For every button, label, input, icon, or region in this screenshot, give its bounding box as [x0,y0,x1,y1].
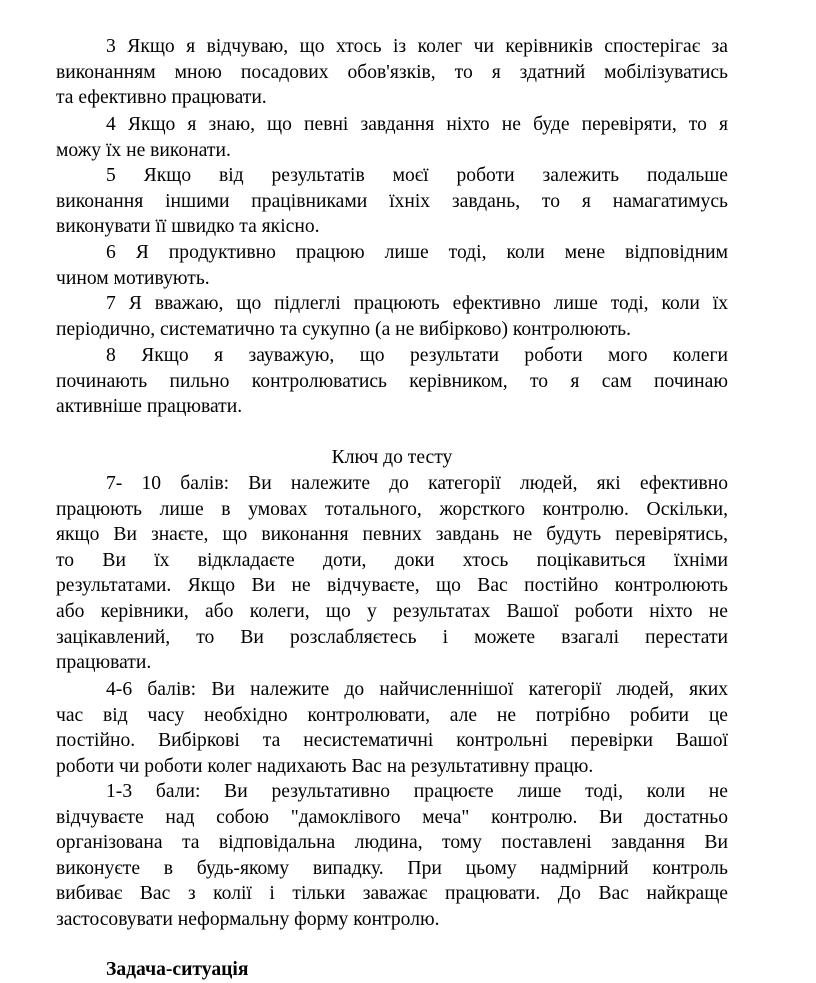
text-line: 7 Я вважаю, що підлеглі працюють ефективно лише тоді, коли їх [106,293,728,314]
text-line: активніше працювати. [56,396,243,418]
text-line: застосовувати неформальну форму контролю. [56,908,440,930]
text-line: 3 Якщо я відчуваю, що хтось із колег чи керівників спостерігає за [106,36,728,57]
statement-3 [56,34,728,111]
key-paragraph-1-3 [56,779,728,933]
text-line: 5 Якщо від результатів моєї роботи залежить подальше [106,165,728,186]
text-line: якщо Ви знаєте, що виконання певних завдань не будуть перевірятись, [56,524,728,546]
statement-4 [56,112,728,163]
text-line: чином мотивують. [56,267,210,289]
key-paragraph-4-6 [56,677,728,779]
text-line: можу їх не виконати. [56,139,231,161]
text-line: та ефективно працювати. [56,87,267,109]
text-line: або керівники, або колеги, що у результатах Вашої роботи ніхто не [56,600,728,622]
statement-6 [56,240,728,291]
key-title: Ключ до тесту [331,447,453,468]
text-line: постійно. Вибіркові та несистематичні контрольні перевірки Вашої [56,730,728,752]
text-line: 8 Якщо я зауважую, що результати роботи мого колеги [106,345,728,366]
statement-8 [56,343,728,420]
text-line: результатами. Якщо Ви не відчуваєте, що Вас постійно контролюють [56,575,728,597]
statement-7 [56,291,728,342]
text-line: 4 Якщо я знаю, що певні завдання ніхто не буде перевіряти, то я [106,114,728,135]
text-line: час від часу необхідно контролювати, але не потрібно робити це [56,704,728,726]
text-line: 4-6 балів: Ви належите до найчисленнішої категорії людей, яких [106,679,728,700]
text-line: виконувати її швидко та якісно. [56,216,320,238]
key-paragraph-7-10 [56,471,728,676]
text-line: виконанням мною посадових обов'язків, то я здатний мобілізуватись [56,61,728,83]
text-line: виконання іншими працівниками їхніх завдань, то я намагатимусь [56,190,728,212]
text-line: організована та відповідальна людина, тому поставлені завдання Ви [56,832,728,854]
text-line: то Ви їх відкладаєте доти, доки хтось поцікавиться їхніми [56,549,728,571]
text-line: відчуваєте над собою "дамоклівого меча" контролю. Ви достатньо [56,806,728,828]
text-line: вибиває Вас з колії і тільки заважає працювати. До Вас найкраще [56,883,728,905]
task-heading: Задача-ситуація [106,959,249,980]
text-line: починають пильно контролюватись керівником, то я сам починаю [56,370,728,392]
text-line: виконуєте в будь-якому випадку. При цьому надмірний контроль [56,857,728,879]
text-line: роботи чи роботи колег надихають Вас на результативну працю. [56,755,594,777]
text-line: працювати. [56,652,152,674]
text-line: 6 Я продуктивно працюю лише тоді, коли мене відповідним [106,242,728,263]
text-line: 7- 10 балів: Ви належите до категорії людей, які ефективно [106,473,728,494]
text-line: 1-3 бали: Ви результативно працюєте лише тоді, коли не [106,781,728,802]
text-line: працюють лише в умовах тотального, жорсткого контролю. Оскільки, [56,498,728,520]
statement-5 [56,163,728,240]
text-line: періодично, систематично та сукупно (а не вибірково) контролюють. [56,318,632,340]
text-line: зацікавлений, то Ви розслабляєтесь і можете взагалі перестати [56,626,728,648]
